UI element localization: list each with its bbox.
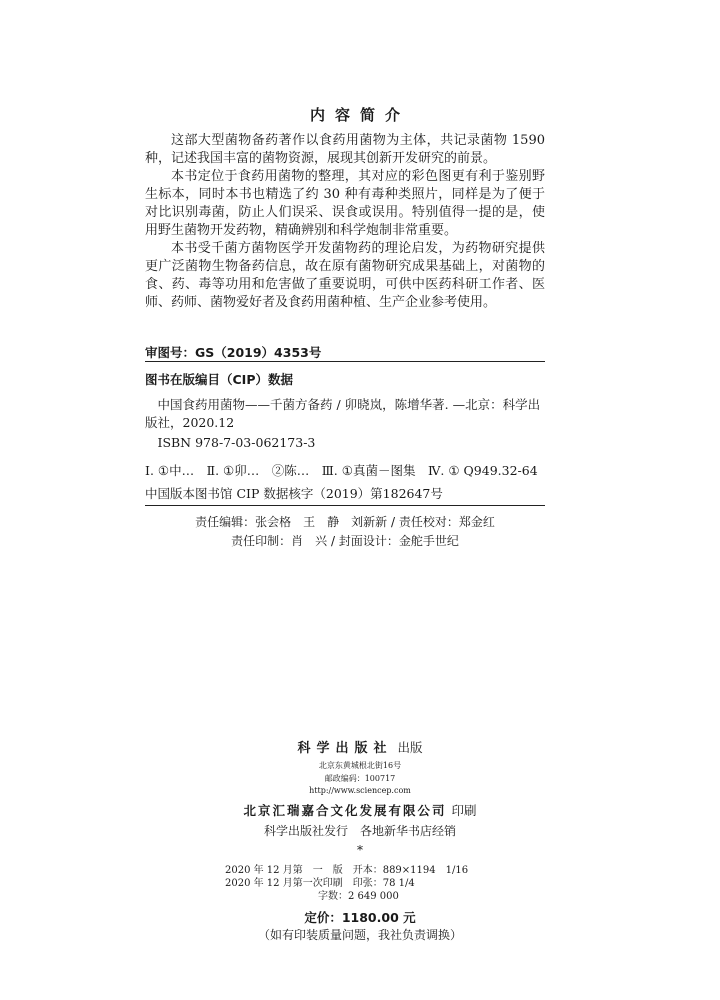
quality-notice: （如有印装质量问题，我社负责调换） xyxy=(257,928,462,942)
cip-isbn: ISBN 978-7-03-062173-3 xyxy=(157,435,316,450)
publisher-suffix: 出版 xyxy=(397,740,423,755)
cip-catalog-number: 中国版本图书馆 CIP 数据核字（2019）第182647号 xyxy=(145,486,443,501)
intro-text xyxy=(145,132,545,312)
printer-name: 北京汇瑞嘉合文化发展有限公司 xyxy=(243,803,447,818)
spec-line: 2020 年 12 月第一次印刷 印张：78 1/4 xyxy=(225,878,415,889)
divider xyxy=(145,361,545,362)
publisher-website: http://www.sciencep.com xyxy=(309,786,411,795)
publisher-address: 北京东黄城根北街16号 xyxy=(318,761,402,770)
cip-classification: Ⅰ. ①中… Ⅱ. ①卯… ②陈… Ⅲ. ①真菌－图集 Ⅳ. ① Q949.32-64 xyxy=(145,463,538,478)
cip-entry: 中国食药用菌物——千菌方备药 / 卯晓岚，陈增华著. —北京：科学出版社，2020.12 xyxy=(145,397,541,430)
cip-block xyxy=(145,396,545,503)
printer-suffix: 印刷 xyxy=(451,803,477,818)
separator-star: * xyxy=(357,843,363,857)
intro-paragraph: 本书受千菌方菌物医学开发菌物药的理论启发，为药物研究提供更广泛菌物生物备药信息，故在原有菌物研究成果基础上，对菌物的食、药、毒等功用和危害做了重要说明，可供中医药科研工作者、医师、药师、菌物爱好者及食药用菌种植、生产企业参考使用。 xyxy=(145,241,545,310)
intro-paragraph: 本书定位于食药用菌物的整理，其对应的彩色图更有利于鉴别野生标本，同时本书也精选了约 30 种有毒种类照片，同样是为了便于对比识别毒菌，防止人们误采、误食或误用。特别值得一提的是，使用野生菌物开发药物，精确辨别和科学炮制非常重要。 xyxy=(145,169,545,238)
printer-line xyxy=(0,800,720,819)
editors-line: 责任印制：肖 兴 / 封面设计：金舵手世纪 xyxy=(231,534,459,548)
divider xyxy=(145,505,545,506)
cip-heading: 图书在版编目（CIP）数据 xyxy=(145,372,293,387)
editors-block xyxy=(145,513,545,551)
publisher-line xyxy=(0,737,720,756)
intro-title: 内容简介 xyxy=(309,106,410,124)
intro-paragraph: 这部大型菌物备药著作以食药用菌物为主体，共记录菌物 1590 种，记述我国丰富的菌物资源，展现其创新开发研究的前景。 xyxy=(145,133,545,166)
publisher-postcode: 邮政编码：100717 xyxy=(324,774,396,783)
review-number: 审图号：GS（2019）4353号 xyxy=(145,345,322,360)
publisher-name: 科学出版社 xyxy=(297,741,393,756)
spec-line: 2020 年 12 月第 一 版 开本：889×1194 1/16 xyxy=(225,865,469,876)
editors-line: 责任编辑：张会格 王 静 刘新新 / 责任校对：郑金红 xyxy=(195,515,495,529)
distribution: 科学出版社发行 各地新华书店经销 xyxy=(263,824,456,838)
price: 定价：1180.00 元 xyxy=(304,910,416,925)
spec-line: 字数：2 649 000 xyxy=(318,891,399,902)
